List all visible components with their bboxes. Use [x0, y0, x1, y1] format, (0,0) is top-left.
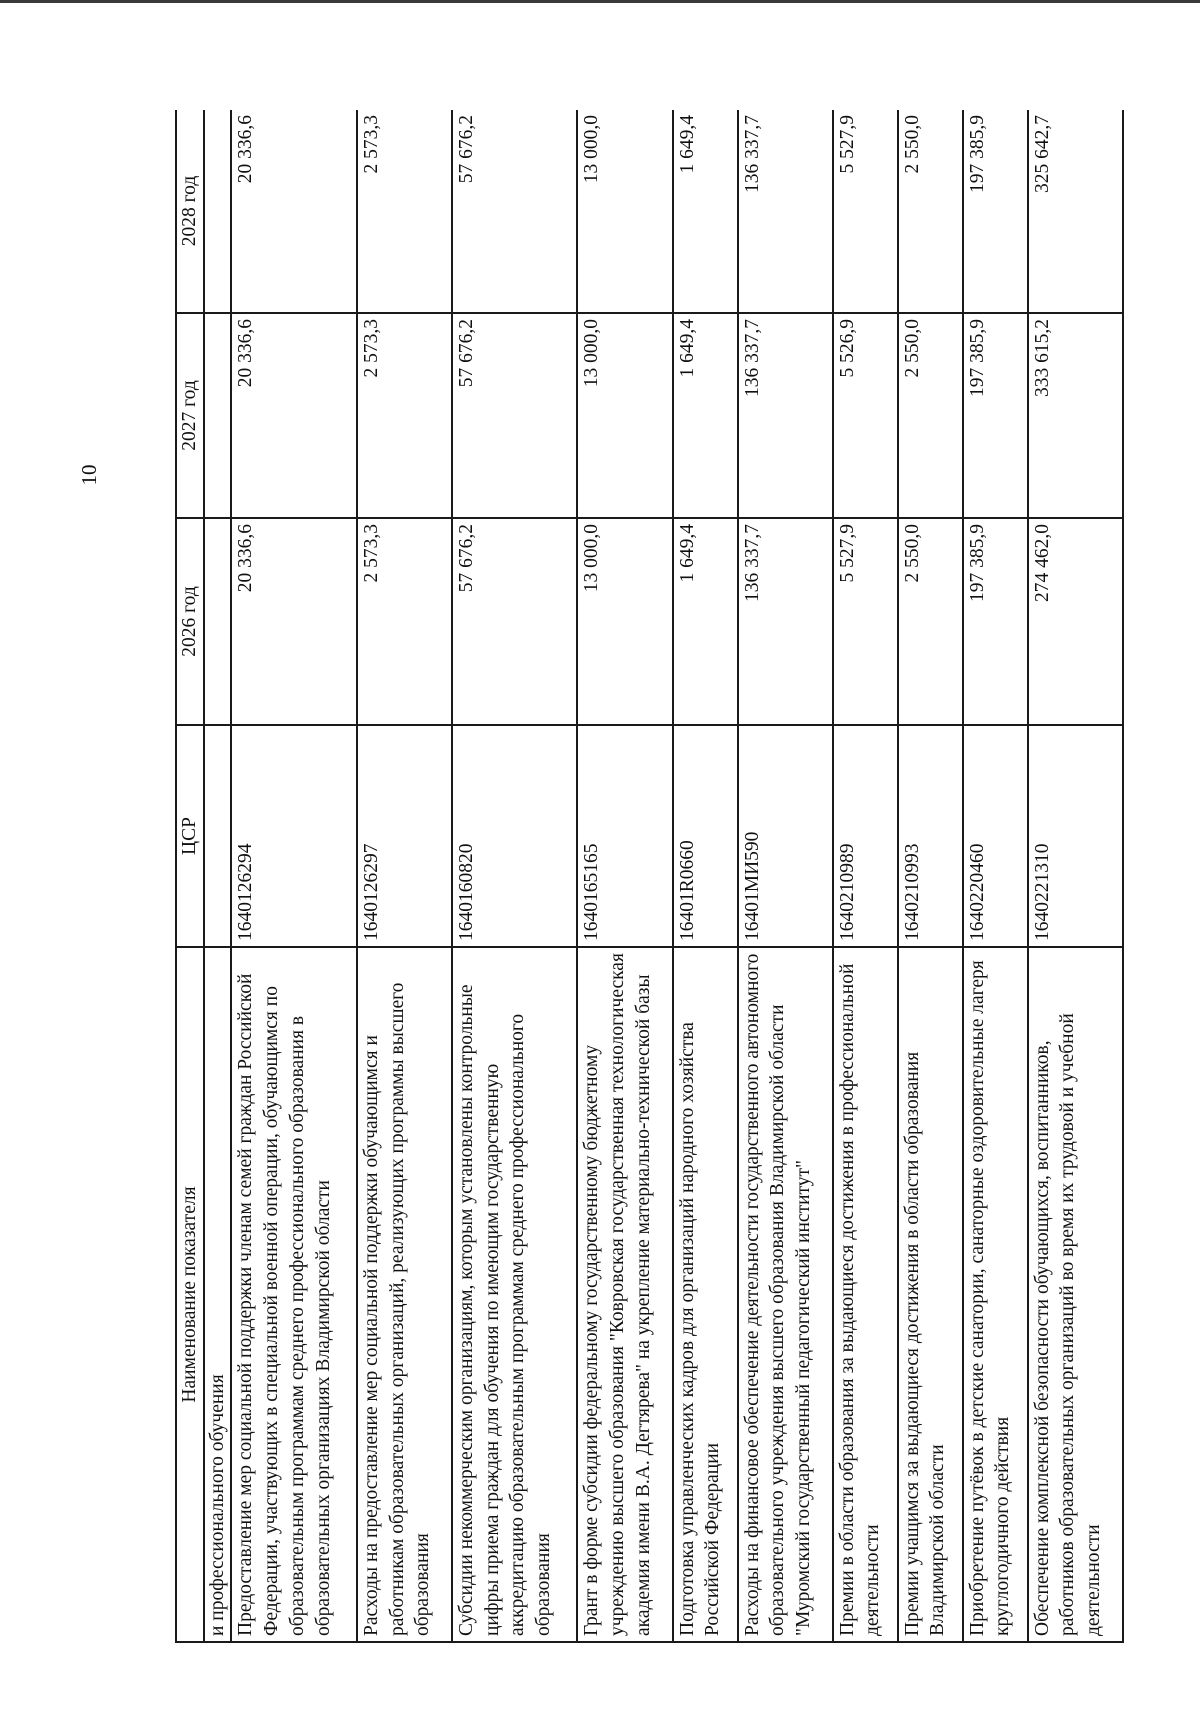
row-code-cell: 1640210989 [833, 725, 898, 947]
table-row [673, 110, 738, 1642]
budget-table-frame [175, 110, 1124, 1643]
table-row [577, 110, 672, 1642]
row-2026-cell: 20 336,6 [231, 518, 356, 725]
row-2027-cell: 57 676,2 [452, 313, 577, 518]
row-name-cell: Приобретение путёвок в детские санатории, санаторные оздоровительные лагеря круглогодичного действия [963, 947, 1028, 1642]
row-code-cell: 1640165165 [577, 725, 672, 947]
row-2028-cell: 13 000,0 [577, 110, 672, 313]
table-header-row [176, 110, 204, 1642]
row-2026-cell: 57 676,2 [452, 518, 577, 725]
row-code-cell: 1640160820 [452, 725, 577, 947]
table-body [204, 110, 1123, 1642]
row-2028-cell: 325 642,7 [1028, 110, 1123, 313]
row-name-cell: Предоставление мер социальной поддержки членам семей граждан Российской Федерации, участвующих в специальной военной операции, обучающимся по образовательным программам среднего профессионального образования в образовательных организациях Владимирской области [231, 947, 356, 1642]
row-name-cell: Грант в форме субсидии федеральному государственному бюджетному учреждению высшего образования "Ковровская государственная технологическая академия имени В.А. Дегтярева" на укрепление материально-технической базы [577, 947, 672, 1642]
empty-cell [204, 518, 232, 725]
row-2026-cell: 274 462,0 [1028, 518, 1123, 725]
row-code-cell: 16401МИ590 [738, 725, 833, 947]
row-code-cell: 1640221310 [1028, 725, 1123, 947]
table-row [452, 110, 577, 1642]
empty-cell [204, 725, 232, 947]
table-row [833, 110, 898, 1642]
budget-table-rotated [175, 110, 1124, 1643]
row-2027-cell: 5 526,9 [833, 313, 898, 518]
row-2028-cell: 2 573,3 [357, 110, 452, 313]
row-2027-cell: 1 649,4 [673, 313, 738, 518]
row-2027-cell: 136 337,7 [738, 313, 833, 518]
row-name-cell: Премии в области образования за выдающиеся достижения в профессиональной деятельности [833, 947, 898, 1642]
table-row [898, 110, 963, 1642]
row-name-cell: Субсидии некоммерческим организациям, которым установлены контрольные цифры приема граждан для обучения по имеющим государственную аккредитацию образовательным программам среднего профессионального образования [452, 947, 577, 1642]
continuation-cell: и профессионального обучения [204, 947, 232, 1642]
header-2026: 2026 год [176, 518, 204, 725]
row-2027-cell: 13 000,0 [577, 313, 672, 518]
row-2027-cell: 20 336,6 [231, 313, 356, 518]
row-2027-cell: 333 615,2 [1028, 313, 1123, 518]
row-2026-cell: 197 385,9 [963, 518, 1028, 725]
table-row-continuation [204, 110, 232, 1642]
row-code-cell: 16401R0660 [673, 725, 738, 947]
row-2028-cell: 20 336,6 [231, 110, 356, 313]
row-code-cell: 1640210993 [898, 725, 963, 947]
page-number: 10 [77, 464, 101, 486]
row-name-cell: Обеспечение комплексной безопасности обучающихся, воспитанников, работников образовательных организаций во время их трудовой и учебной деятельности [1028, 947, 1123, 1642]
row-2026-cell: 136 337,7 [738, 518, 833, 725]
row-name-cell: Подготовка управленческих кадров для организаций народного хозяйства Российской Федерации [673, 947, 738, 1642]
budget-table [175, 110, 1124, 1643]
row-2027-cell: 2 550,0 [898, 313, 963, 518]
row-2028-cell: 1 649,4 [673, 110, 738, 313]
row-2027-cell: 2 573,3 [357, 313, 452, 518]
scan-edge [0, 0, 1200, 3]
row-name-cell: Премии учащимся за выдающиеся достижения в области образования Владимирской области [898, 947, 963, 1642]
row-code-cell: 1640220460 [963, 725, 1028, 947]
row-2026-cell: 2 573,3 [357, 518, 452, 725]
row-2026-cell: 13 000,0 [577, 518, 672, 725]
header-2028: 2028 год [176, 110, 204, 313]
row-2028-cell: 136 337,7 [738, 110, 833, 313]
row-2026-cell: 2 550,0 [898, 518, 963, 725]
row-2026-cell: 5 527,9 [833, 518, 898, 725]
row-2028-cell: 57 676,2 [452, 110, 577, 313]
table-row [231, 110, 356, 1642]
row-2028-cell: 5 527,9 [833, 110, 898, 313]
row-name-cell: Расходы на финансовое обеспечение деятельности государственного автономного образовательного учреждения высшего образования Владимирской области "Муромский государственный педагогический институт" [738, 947, 833, 1642]
table-row [963, 110, 1028, 1642]
header-code: ЦСР [176, 725, 204, 947]
row-2026-cell: 1 649,4 [673, 518, 738, 725]
row-2028-cell: 2 550,0 [898, 110, 963, 313]
table-row [738, 110, 833, 1642]
row-code-cell: 1640126294 [231, 725, 356, 947]
row-2028-cell: 197 385,9 [963, 110, 1028, 313]
header-name: Наименование показателя [176, 947, 204, 1642]
table-row [357, 110, 452, 1642]
empty-cell [204, 110, 232, 313]
table-row [1028, 110, 1123, 1642]
empty-cell [204, 313, 232, 518]
row-name-cell: Расходы на предоставление мер социальной поддержки обучающимся и работникам образовательных организаций, реализующих программы высшего образования [357, 947, 452, 1642]
header-2027: 2027 год [176, 313, 204, 518]
row-code-cell: 1640126297 [357, 725, 452, 947]
row-2027-cell: 197 385,9 [963, 313, 1028, 518]
